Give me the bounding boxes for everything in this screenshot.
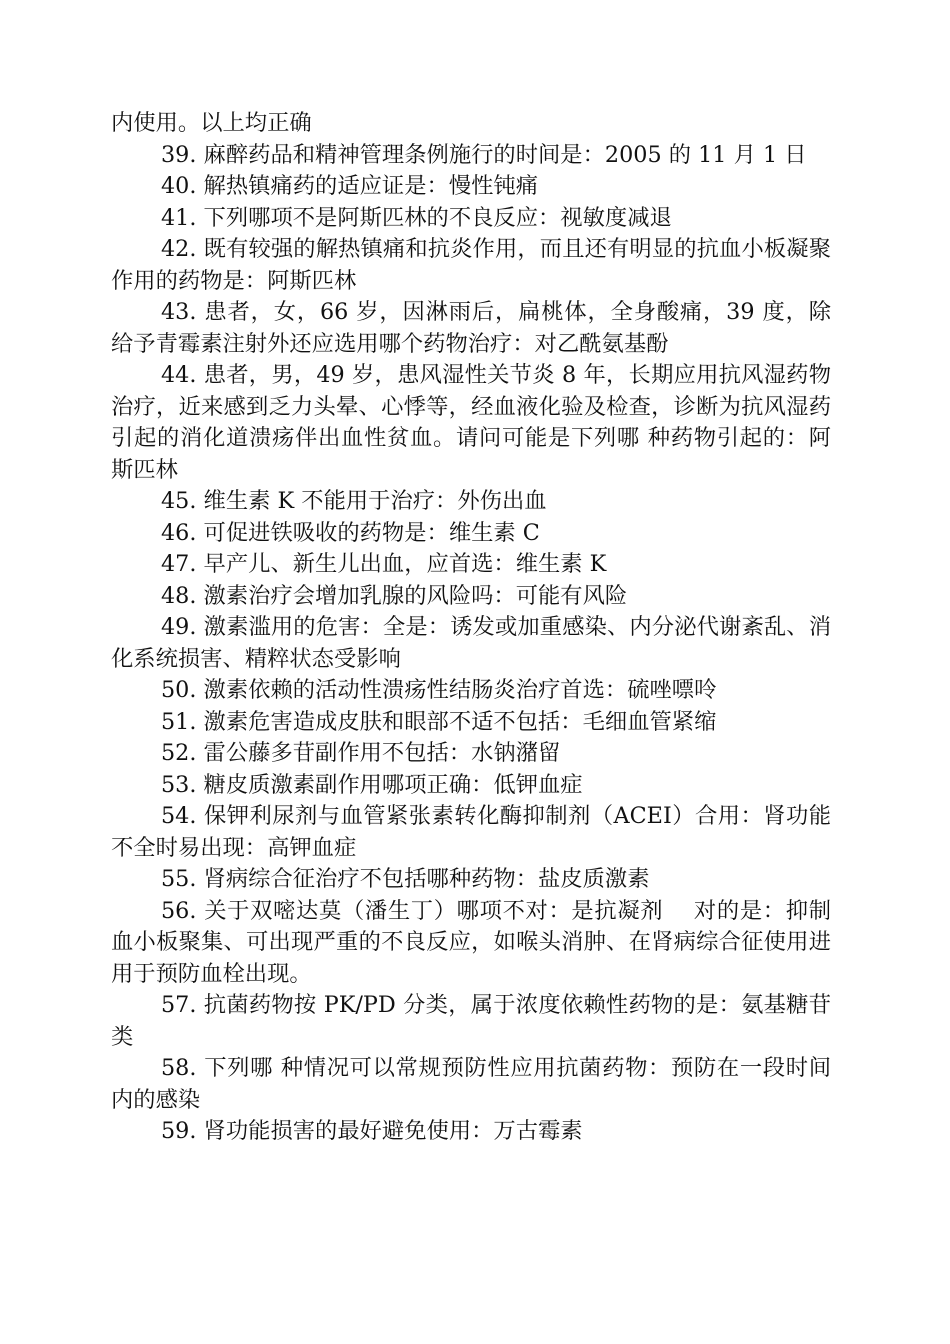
question-40: 40. 解热镇痛药的适应证是：慢性钝痛	[161, 173, 539, 199]
question-56: 56. 关于双嘧达莫（潘生丁）哪项不对：是抗凝剂 对的是：抑制血小板聚集、可出现严重的不良反应，如喉头消肿、在肾病综合征使用进用于预防血栓出现。	[111, 897, 831, 987]
question-43: 43. 患者，女，66 岁，因淋雨后，扁桃体，全身酸痛，39 度，除给予青霉素注射外还应选用哪个药物治疗：对乙酰氨基酚	[111, 299, 831, 357]
question-45: 45. 维生素 K 不能用于治疗：外伤出血	[161, 488, 547, 514]
question-41: 41. 下列哪项不是阿斯匹林的不良反应：视敏度减退	[161, 204, 672, 231]
question-39: 39. 麻醉药品和精神管理条例施行的时间是：2005 的 11 月 1 日	[161, 141, 807, 168]
question-47: 47. 早产儿、新生儿出血，应首选：维生素 K	[161, 551, 607, 577]
question-48: 48. 激素治疗会增加乳腺的风险吗：可能有风险	[161, 582, 628, 609]
question-49: 49. 激素滥用的危害：全是：诱发或加重感染、内分泌代谢紊乱、消化系统损害、精粹状态受影响	[111, 614, 831, 672]
document-body	[111, 108, 831, 1148]
question-51: 51. 激素危害造成皮肤和眼部不适不包括：毛细血管紧缩	[161, 708, 717, 735]
question-54: 54. 保钾利尿剂与血管紧张素转化酶抑制剂（ACEI）合用：肾功能不全时易出现：高钾血症	[111, 803, 831, 861]
question-46: 46. 可促进铁吸收的药物是：维生素 C	[161, 519, 540, 546]
question-55: 55. 肾病综合征治疗不包括哪种药物：盐皮质激素	[161, 866, 650, 892]
question-44: 44. 患者，男，49 岁，患风湿性关节炎 8 年，长期应用抗风湿药物治疗，近来感到乏力头晕、心悸等，经血液化验及检查，诊断为抗风湿药引起的消化道溃疡伴出血性贫血。请问可能是下列哪 种药物引起的：阿斯匹林	[111, 362, 831, 483]
question-58: 58. 下列哪 种情况可以常规预防性应用抗菌药物：预防在一段时间内的感染	[111, 1055, 831, 1113]
question-57: 57. 抗菌药物按 PK/PD 分类，属于浓度依赖性药物的是：氨基糖苷类	[111, 992, 831, 1050]
paragraph-continuation: 内使用。以上均正确	[111, 110, 312, 136]
question-53: 53. 糖皮质激素副作用哪项正确：低钾血症	[161, 771, 583, 798]
question-42: 42. 既有较强的解热镇痛和抗炎作用，而且还有明显的抗血小板凝聚作用的药物是：阿斯匹林	[111, 236, 831, 294]
question-50: 50. 激素依赖的活动性溃疡性结肠炎治疗首选：硫唑嘌呤	[161, 677, 717, 703]
question-59: 59. 肾功能损害的最好避免使用：万古霉素	[161, 1118, 583, 1144]
question-52: 52. 雷公藤多苷副作用不包括：水钠潴留	[161, 740, 561, 766]
